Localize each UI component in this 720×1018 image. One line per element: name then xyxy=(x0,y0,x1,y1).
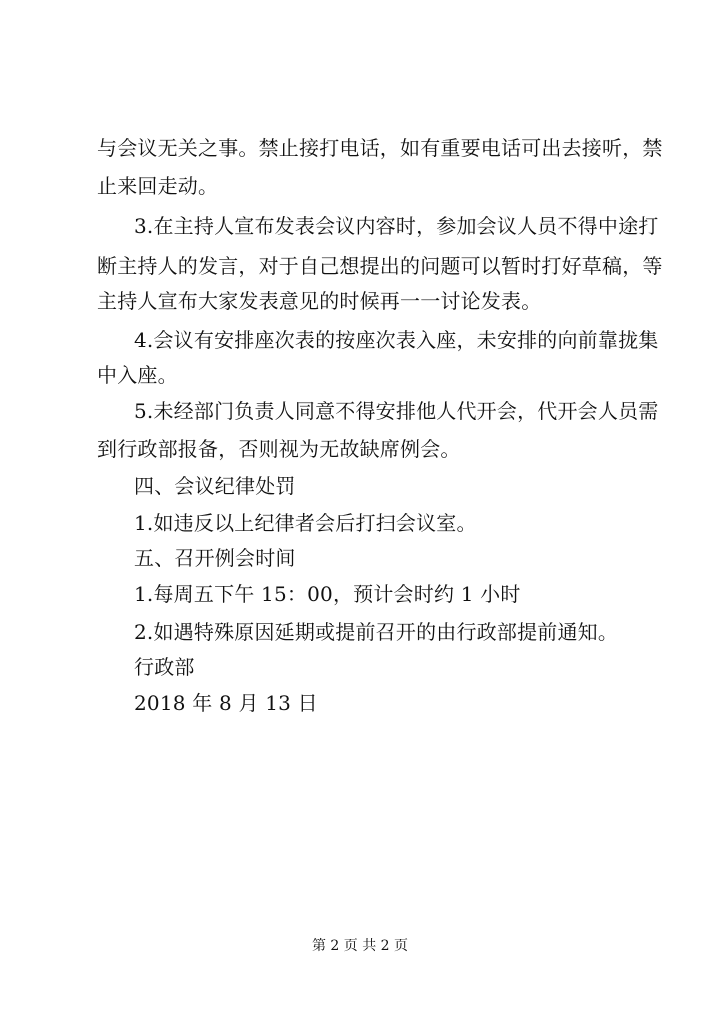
body-line: 3.在主持人宣布发表会议内容时，参加会议人员不得中途打 xyxy=(134,214,659,238)
section-heading: 四、会议纪律处罚 xyxy=(134,474,296,498)
body-line: 到行政部报备，否则视为无故缺席例会。 xyxy=(97,437,461,461)
body-line: 2.如遇特殊原因延期或提前召开的由行政部提前通知。 xyxy=(134,620,619,644)
body-line: 与会议无关之事。禁止接打电话，如有重要电话可出去接听，禁 xyxy=(97,136,663,160)
body-line: 4.会议有安排座次表的按座次表入座，未安排的向前靠拢集 xyxy=(134,328,659,352)
body-line: 中入座。 xyxy=(97,363,178,387)
body-line: 断主持人的发言，对于自己想提出的问题可以暂时打好草稿，等 xyxy=(97,254,663,278)
signature-department: 行政部 xyxy=(134,655,195,679)
body-line: 主持人宣布大家发表意见的时候再一一讨论发表。 xyxy=(97,289,542,313)
body-line: 止来回走动。 xyxy=(97,174,219,198)
signature-date: 2018 年 8 月 13 日 xyxy=(134,691,318,715)
body-line: 1.每周五下午 15：00，预计会时约 1 小时 xyxy=(134,582,521,606)
page-number: 第 2 页 共 2 页 xyxy=(311,938,409,954)
body-line: 5.未经部门负责人同意不得安排他人代开会，代开会人员需 xyxy=(134,399,659,423)
body-line: 1.如违反以上纪律者会后打扫会议室。 xyxy=(134,511,477,535)
section-heading: 五、召开例会时间 xyxy=(134,546,296,570)
